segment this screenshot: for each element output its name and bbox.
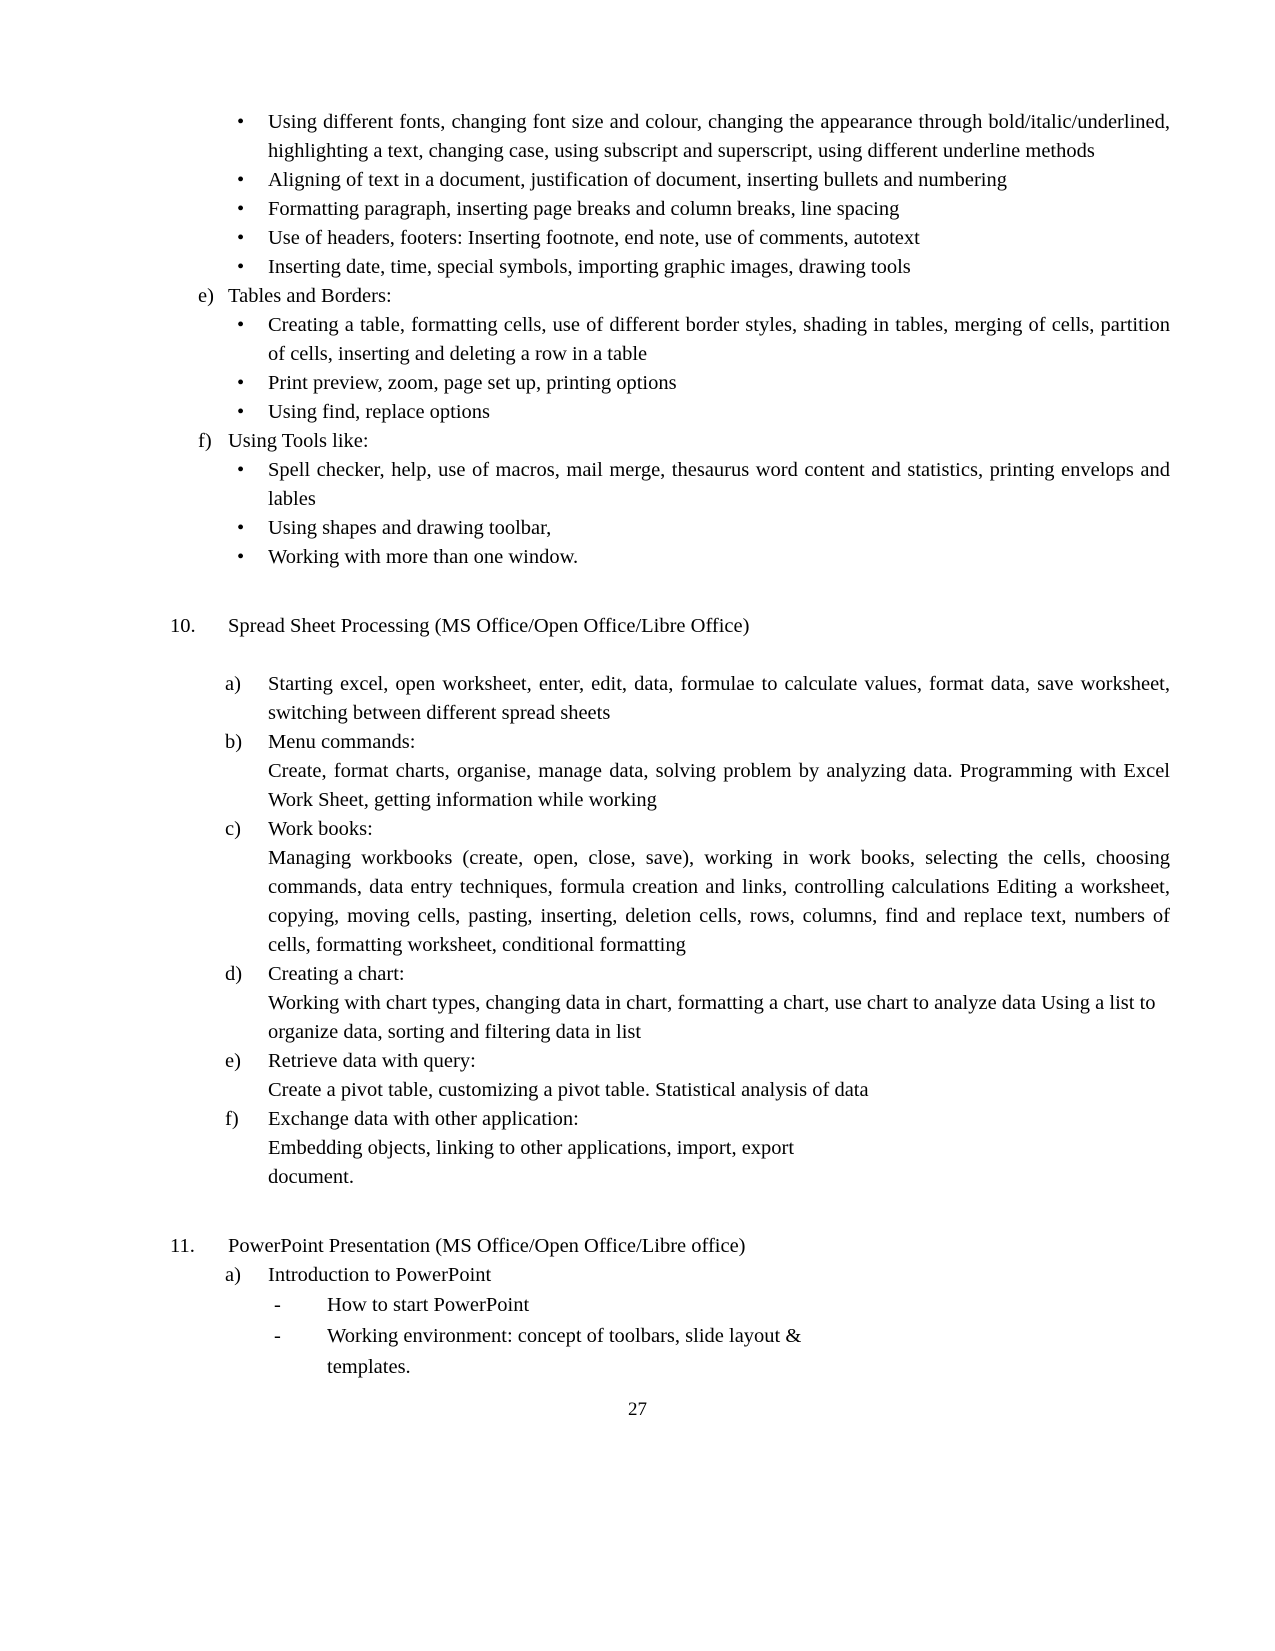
subsection-e-body: Create a pivot table, customizing a pivot table. Statistical analysis of data xyxy=(268,1079,869,1101)
section-number: 10. xyxy=(170,615,196,637)
subsection-heading-f xyxy=(0,427,1275,456)
subsection-text: Work books: xyxy=(268,818,373,840)
section-word-processing-continued xyxy=(0,108,1275,572)
page-content xyxy=(0,108,1275,1383)
alpha-marker: f) xyxy=(225,1108,239,1130)
alpha-marker: b) xyxy=(225,731,243,753)
subsection-a xyxy=(0,1261,1275,1290)
subsection-d xyxy=(0,960,1275,989)
list-item xyxy=(0,195,1275,224)
subsection-f-body-line1: Embedding objects, linking to other applications, import, export xyxy=(268,1137,795,1159)
bullet-marker: • xyxy=(237,372,245,394)
list-item-text: Using shapes and drawing toolbar, xyxy=(268,517,552,539)
subsection-e xyxy=(0,1047,1275,1076)
bullet-marker: • xyxy=(237,401,245,423)
alpha-marker: e) xyxy=(225,1050,241,1072)
dash-list-item xyxy=(0,1321,1275,1352)
list-item-text: Creating a table, formatting cells, use of different border styles, shading in tables, merging of cells, partition of cells, inserting and deleting a row in a table xyxy=(268,314,1170,365)
bullet-marker: • xyxy=(237,459,245,481)
subsection-text: Retrieve data with query: xyxy=(268,1050,476,1072)
subsection-b-body: Create, format charts, organise, manage data, solving problem by analyzing data. Programming with Excel Work Sheet, getting information while working xyxy=(268,760,1170,811)
bullet-marker: • xyxy=(237,517,245,539)
subsection-heading-text: Using Tools like: xyxy=(228,430,369,452)
dash-marker: - xyxy=(274,1294,281,1316)
dash-list-item xyxy=(0,1290,1275,1321)
bullet-marker: • xyxy=(237,198,245,220)
subsection-text: Starting excel, open worksheet, enter, edit, data, formulae to calculate values, format data, save worksheet, switching between different spread sheets xyxy=(268,673,1170,724)
section-spacer xyxy=(0,1192,1275,1232)
section-heading-10 xyxy=(0,612,1275,641)
list-item-text: Use of headers, footers: Inserting footnote, end note, use of comments, autotext xyxy=(268,227,920,249)
subsection-f xyxy=(0,1105,1275,1134)
subsection-c xyxy=(0,815,1275,844)
bullet-marker: • xyxy=(237,314,245,336)
alpha-marker: f) xyxy=(198,430,212,452)
section-spread-sheet-processing xyxy=(0,612,1275,1192)
section-number: 11. xyxy=(170,1235,195,1257)
list-item-text: Using different fonts, changing font size and colour, changing the appearance through bold/italic/underlined, highlighting a text, changing case, using subscript and superscript, using different underline methods xyxy=(268,111,1170,162)
list-item-text: Aligning of text in a document, justification of document, inserting bullets and numbering xyxy=(268,169,1008,191)
list-item xyxy=(0,224,1275,253)
subsection-c-body: Managing workbooks (create, open, close, save), working in work books, selecting the cells, choosing commands, data entry techniques, formula creation and links, controlling calculations Editing a worksheet, copying, moving cells, pasting, inserting, deletion cells, rows, columns, find and replace text, numbers of cells, formatting worksheet, conditional formatting xyxy=(268,847,1170,956)
subsection-heading-text: Tables and Borders: xyxy=(228,285,392,307)
list-item-text: Inserting date, time, special symbols, importing graphic images, drawing tools xyxy=(268,256,911,278)
subsection-text: Creating a chart: xyxy=(268,963,405,985)
page-number: 27 xyxy=(628,1399,647,1420)
list-item xyxy=(0,166,1275,195)
list-item xyxy=(0,253,1275,282)
subsection-b xyxy=(0,728,1275,757)
bullet-marker: • xyxy=(237,111,245,133)
list-item-text: Using find, replace options xyxy=(268,401,491,423)
alpha-marker: e) xyxy=(198,285,214,307)
alpha-marker: a) xyxy=(225,1264,241,1286)
list-item xyxy=(0,456,1275,514)
dash-list-item-continuation: templates. xyxy=(327,1356,411,1378)
dash-list-item-text: How to start PowerPoint xyxy=(327,1294,530,1316)
subsection-text: Exchange data with other application: xyxy=(268,1108,579,1130)
section-powerpoint-presentation xyxy=(0,1232,1275,1383)
section-spacer xyxy=(0,572,1275,612)
subsection-heading-e xyxy=(0,282,1275,311)
list-item xyxy=(0,514,1275,543)
bullet-marker: • xyxy=(237,546,245,568)
subsection-text: Introduction to PowerPoint xyxy=(268,1264,492,1286)
section-heading-11 xyxy=(0,1232,1275,1261)
subsection-d-body: Working with chart types, changing data in chart, formatting a chart, use chart to analyze data Using a list to organize data, sorting and filtering data in list xyxy=(268,992,1156,1043)
subsection-f-body-line2: document. xyxy=(268,1166,354,1188)
list-item-text: Spell checker, help, use of macros, mail merge, thesaurus word content and statistics, printing envelops and lables xyxy=(268,459,1170,510)
list-item xyxy=(0,108,1275,166)
bullet-marker: • xyxy=(237,256,245,278)
alpha-marker: a) xyxy=(225,673,241,695)
list-item-text: Print preview, zoom, page set up, printing options xyxy=(268,372,677,394)
alpha-marker: c) xyxy=(225,818,241,840)
list-item xyxy=(0,311,1275,369)
dash-list-item-text: Working environment: concept of toolbars, slide layout & xyxy=(327,1325,802,1347)
bullet-marker: • xyxy=(237,227,245,249)
section-title: Spread Sheet Processing (MS Office/Open Office/Libre Office) xyxy=(228,615,750,637)
dash-marker: - xyxy=(274,1325,281,1347)
list-item xyxy=(0,369,1275,398)
subsection-a xyxy=(0,670,1275,728)
bullet-marker: • xyxy=(237,169,245,191)
alpha-marker: d) xyxy=(225,963,243,985)
list-item-text: Formatting paragraph, inserting page breaks and column breaks, line spacing xyxy=(268,198,900,220)
list-item xyxy=(0,543,1275,572)
section-title: PowerPoint Presentation (MS Office/Open Office/Libre office) xyxy=(228,1235,746,1257)
list-item xyxy=(0,398,1275,427)
heading-spacer xyxy=(0,641,1275,670)
subsection-text: Menu commands: xyxy=(268,731,416,753)
list-item-text: Working with more than one window. xyxy=(268,546,579,568)
